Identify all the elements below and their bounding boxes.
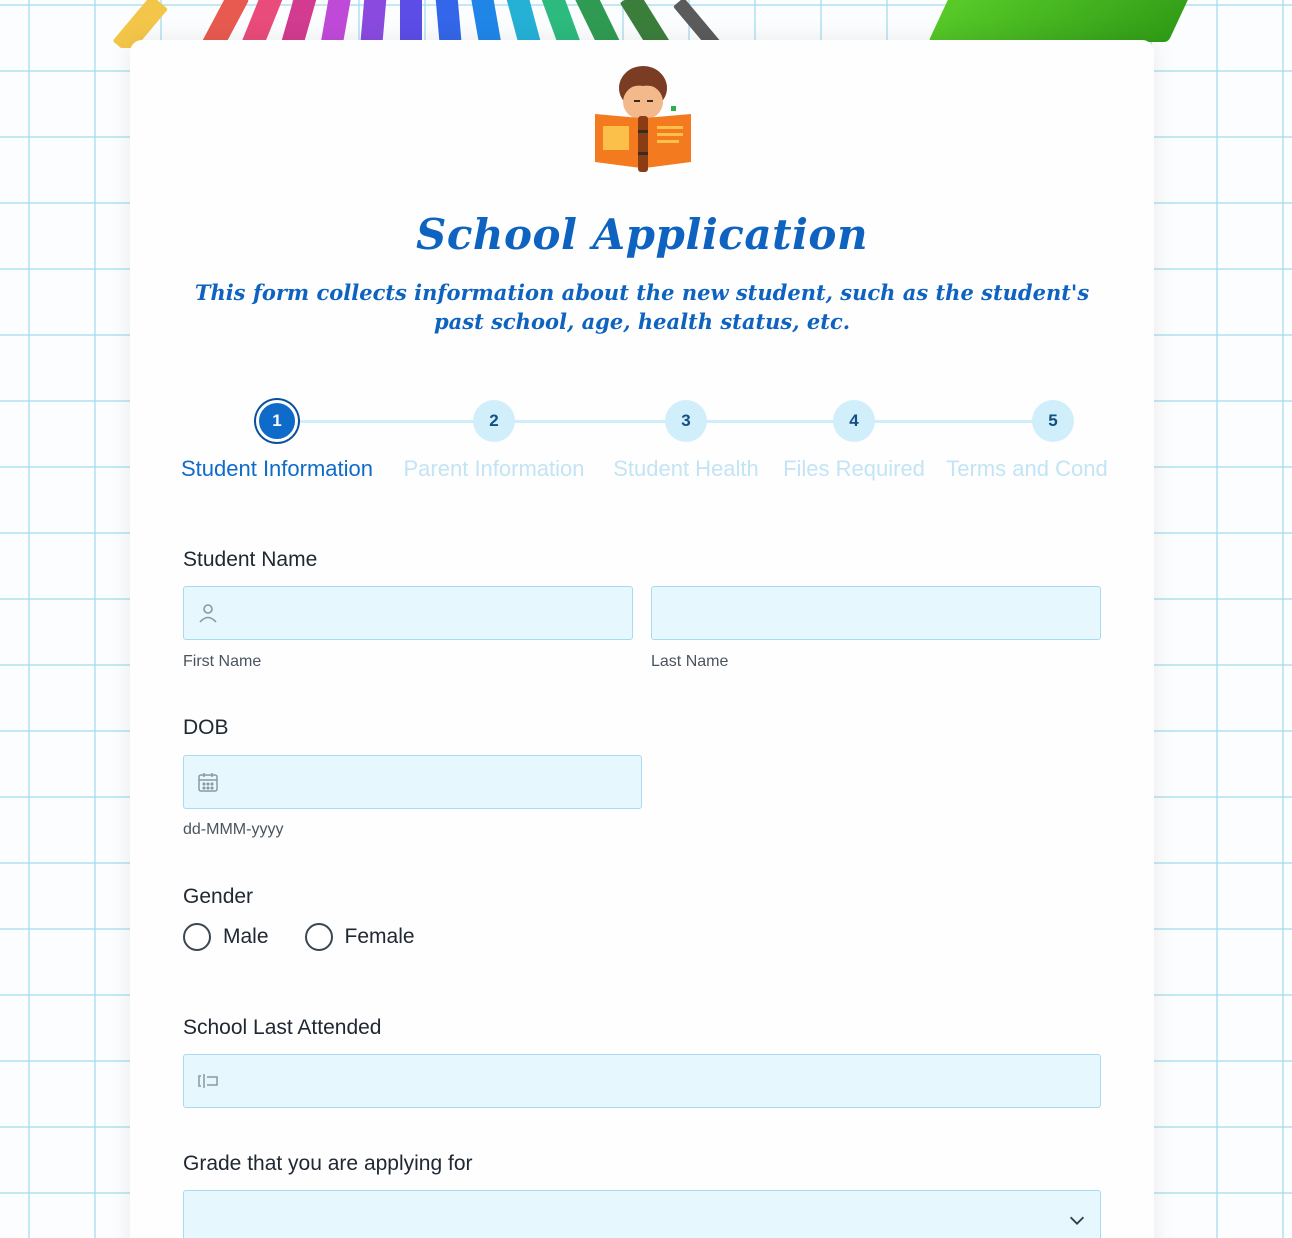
last-name-sublabel: Last Name: [651, 653, 729, 670]
step-4-number: 4: [833, 400, 875, 442]
gender-radio-group: [183, 923, 451, 951]
last-name-input[interactable]: [651, 586, 1101, 640]
school-last-attended-input[interactable]: [183, 1054, 1101, 1108]
school-last-attended-label: School Last Attended: [183, 1016, 382, 1039]
calendar-icon[interactable]: [196, 770, 220, 794]
step-3-number: 3: [665, 400, 707, 442]
gender-female-option[interactable]: [305, 923, 415, 951]
step-5-label[interactable]: Terms and Cond: [946, 456, 1108, 481]
gender-male-option[interactable]: [183, 923, 269, 951]
progress-stepper: [130, 400, 1154, 500]
step-1[interactable]: [256, 400, 298, 442]
first-name-sublabel: First Name: [183, 653, 262, 670]
form-card: [130, 40, 1154, 1238]
radio-female[interactable]: [305, 923, 333, 951]
step-1-label[interactable]: Student Information: [180, 456, 374, 481]
gender-label: Gender: [183, 885, 254, 908]
step-2[interactable]: [473, 400, 515, 442]
step-2-number: 2: [473, 400, 515, 442]
gender-female-label: Female: [344, 925, 415, 948]
gender-male-label: Male: [223, 925, 269, 948]
step-4[interactable]: [833, 400, 875, 442]
dob-input[interactable]: [183, 755, 642, 809]
page-title: School Application: [416, 210, 868, 259]
step-3[interactable]: [665, 400, 707, 442]
step-4-label[interactable]: Files Required: [783, 456, 925, 481]
green-ribbon-decoration: [928, 0, 1202, 42]
student-reading-logo-icon: [593, 66, 693, 176]
step-3-label[interactable]: Student Health: [613, 456, 759, 481]
student-name-label: Student Name: [183, 548, 318, 571]
dob-label: DOB: [183, 716, 229, 739]
text-cursor-icon: [196, 1069, 220, 1093]
first-name-input[interactable]: [183, 586, 633, 640]
step-1-number: 1: [256, 400, 298, 442]
radio-male[interactable]: [183, 923, 211, 951]
grade-label: Grade that you are applying for: [183, 1152, 473, 1175]
step-2-label[interactable]: Parent Information: [403, 456, 585, 481]
page-subtitle: This form collects information about the new student, such as the student's past school, age, health status, etc.: [194, 280, 1090, 334]
grade-select[interactable]: [183, 1190, 1101, 1238]
step-5[interactable]: [1032, 400, 1074, 442]
person-icon: [196, 601, 220, 625]
step-5-number: 5: [1032, 400, 1074, 442]
chevron-down-icon[interactable]: [1066, 1209, 1088, 1231]
dob-format-hint: dd-MMM-yyyy: [183, 821, 284, 838]
